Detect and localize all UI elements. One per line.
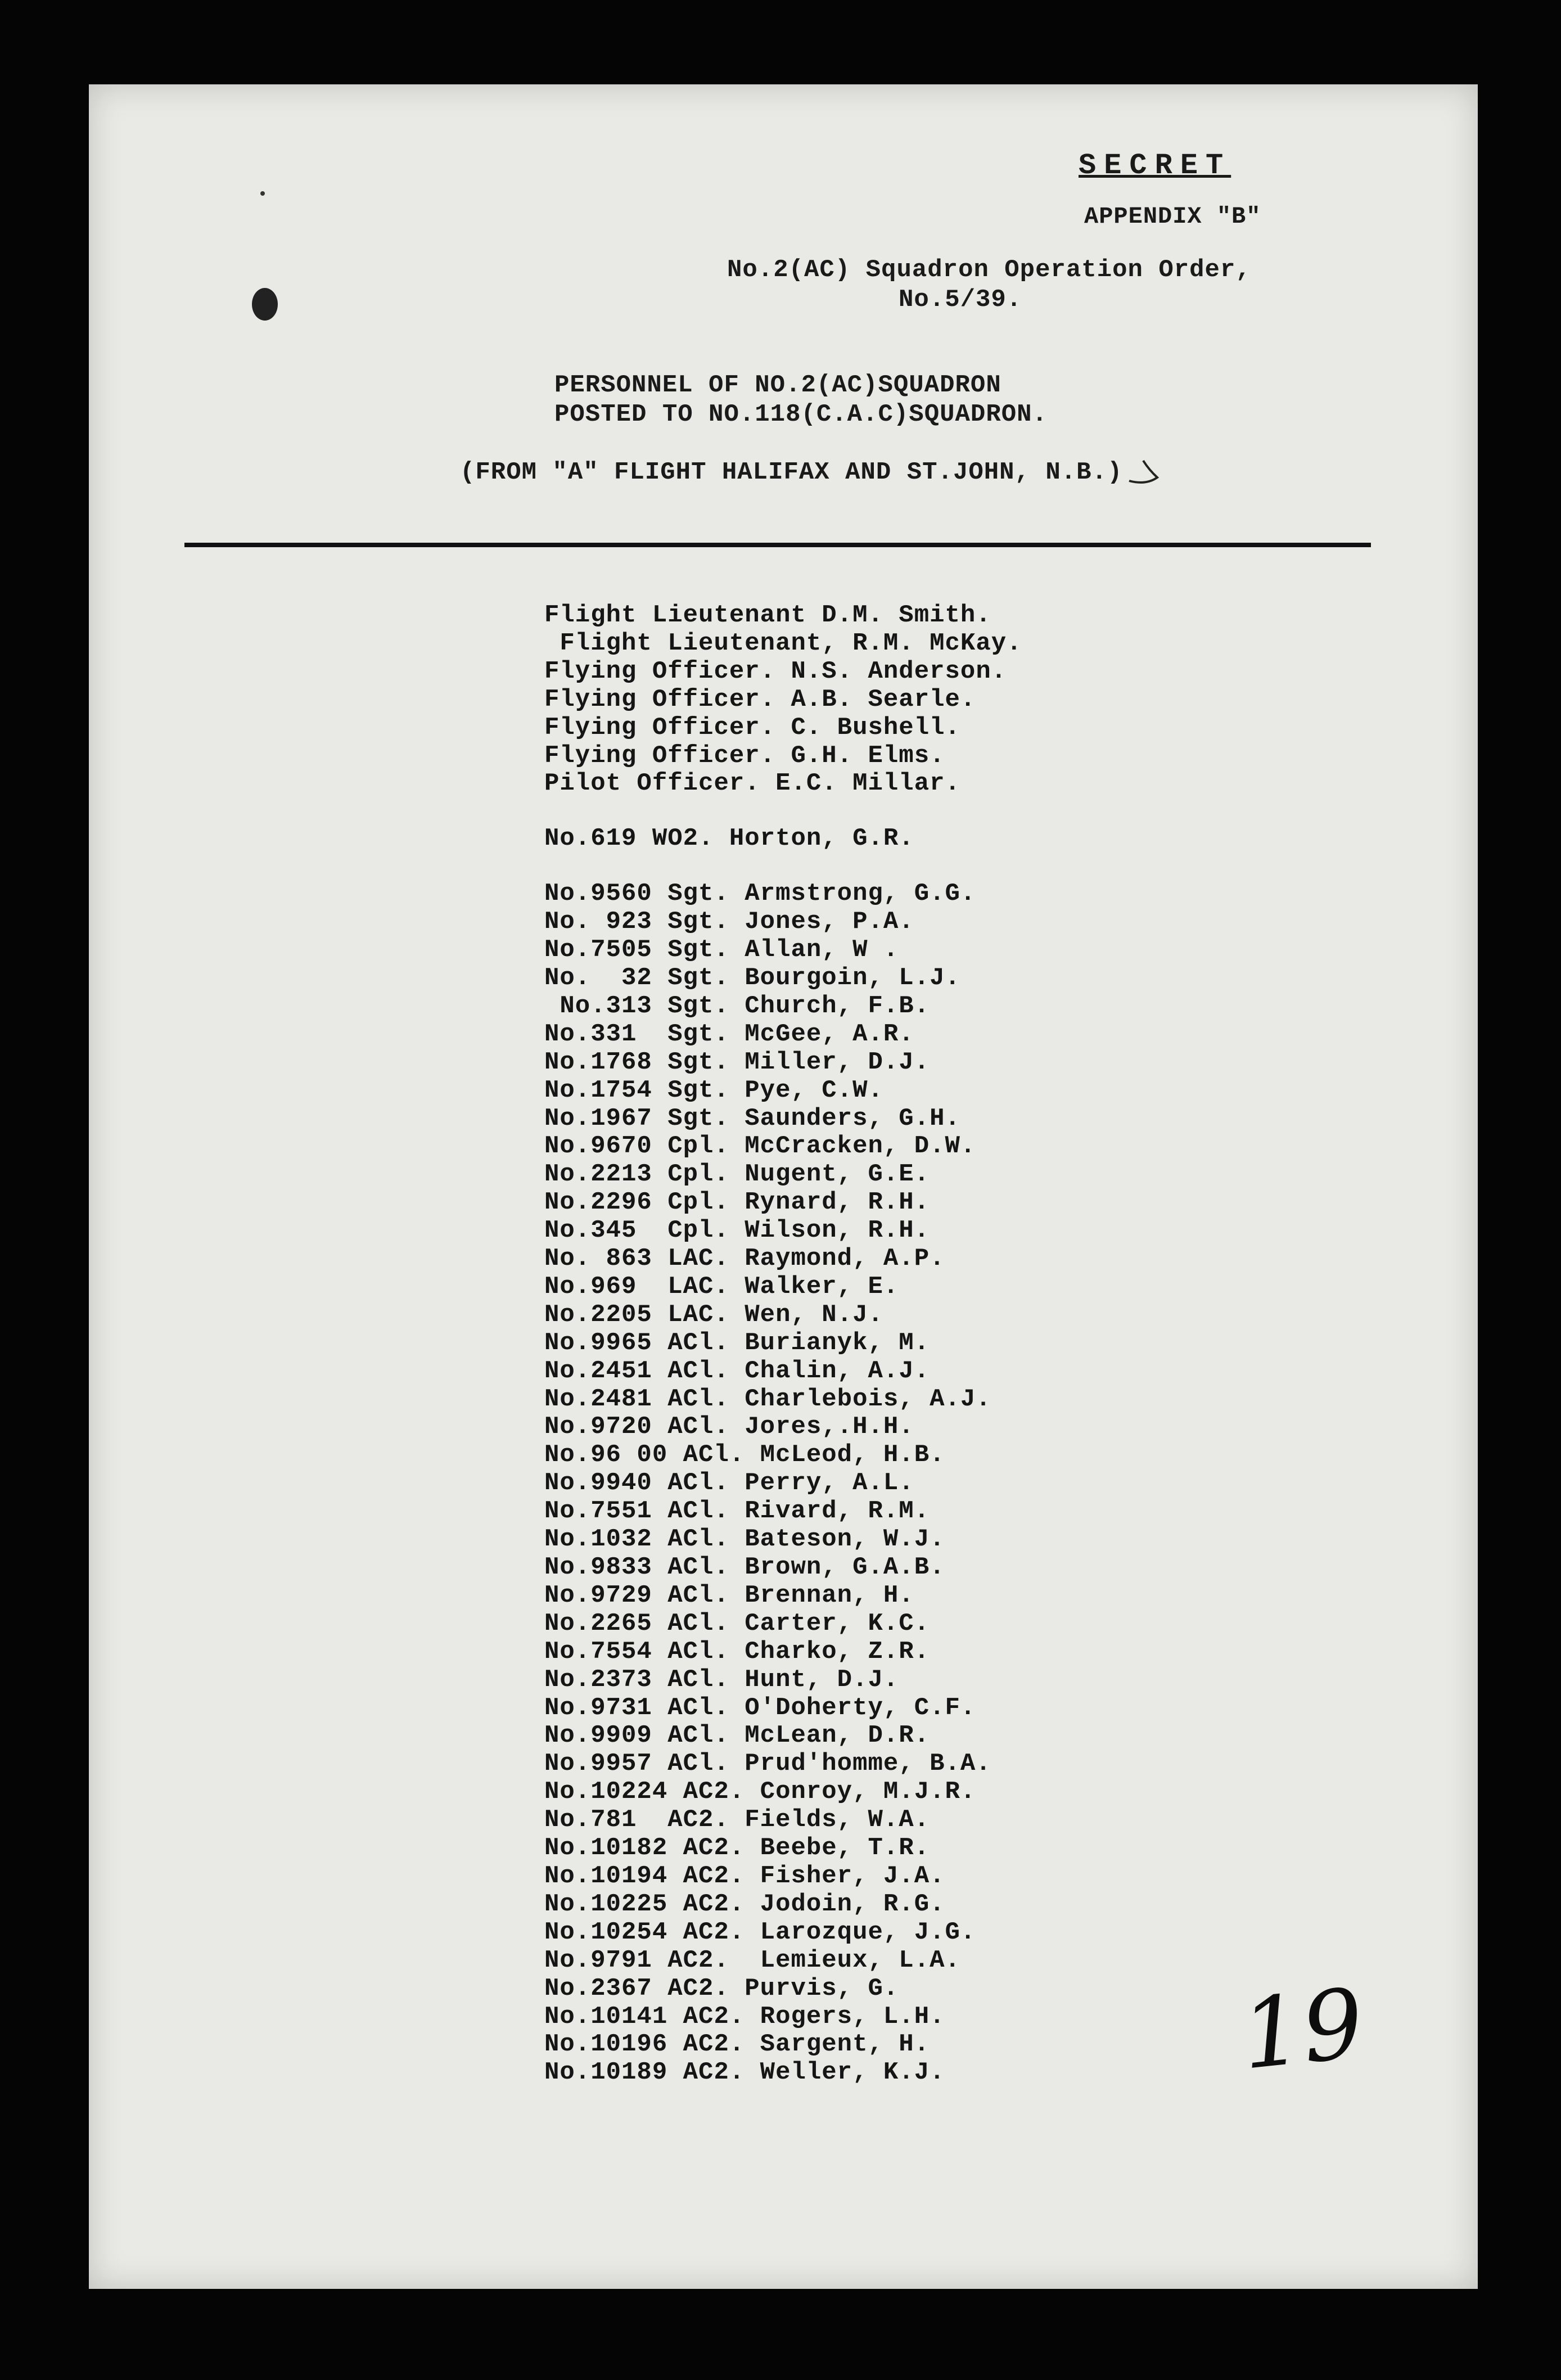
list-item: No.9670 Cpl. McCracken, D.W. xyxy=(544,1132,976,1161)
list-item: No.619 WO2. Horton, G.R. xyxy=(544,824,914,853)
list-item: No.7505 Sgt. Allan, W . xyxy=(544,936,899,964)
list-item: Pilot Officer. E.C. Millar. xyxy=(544,769,960,798)
list-item: No.9731 ACl. O'Doherty, C.F. xyxy=(544,1693,976,1722)
list-item: No.9833 ACl. Brown, G.A.B. xyxy=(544,1553,945,1581)
personnel-roster xyxy=(544,602,1022,2087)
list-item: No. 923 Sgt. Jones, P.A. xyxy=(544,908,914,936)
list-item: No.10225 AC2. Jodoin, R.G. xyxy=(544,1890,945,1918)
list-item: No.2205 LAC. Wen, N.J. xyxy=(544,1300,883,1329)
operation-order-line2: No.5/39. xyxy=(899,286,1022,314)
list-item: Flying Officer. A.B. Searle. xyxy=(544,685,976,714)
list-item: No.7551 ACl. Rivard, R.M. xyxy=(544,1497,930,1526)
list-item: No.2373 ACl. Hunt, D.J. xyxy=(544,1665,899,1694)
document-page xyxy=(89,84,1478,2289)
list-item: No.7554 ACl. Charko, Z.R. xyxy=(544,1637,930,1666)
list-item: No.2296 Cpl. Rynard, R.H. xyxy=(544,1188,930,1217)
list-item: No.10196 AC2. Sargent, H. xyxy=(544,2030,930,2059)
list-item: No.1032 ACl. Bateson, W.J. xyxy=(544,1525,945,1554)
title-line2: POSTED TO NO.118(C.A.C)SQUADRON. xyxy=(554,400,1048,429)
list-item: No.2265 ACl. Carter, K.C. xyxy=(544,1609,930,1638)
list-item: Flight Lieutenant, R.M. McKay. xyxy=(544,629,1022,657)
ink-dot xyxy=(260,191,265,196)
list-item: No.10141 AC2. Rogers, L.H. xyxy=(544,2002,945,2031)
list-item: No.781 AC2. Fields, W.A. xyxy=(544,1806,930,1834)
list-item: Flying Officer. C. Bushell. xyxy=(544,713,960,742)
list-item: No.10254 AC2. Larozque, J.G. xyxy=(544,1918,976,1946)
list-item: No.96 00 ACl. McLeod, H.B. xyxy=(544,1441,945,1470)
appendix-label: APPENDIX "B" xyxy=(1084,203,1261,230)
list-item: No.313 Sgt. Church, F.B. xyxy=(544,991,930,1020)
list-item: No.10194 AC2. Fisher, J.A. xyxy=(544,1861,945,1890)
list-item: No.2451 ACl. Chalin, A.J. xyxy=(544,1356,930,1385)
list-item: No.1967 Sgt. Saunders, G.H. xyxy=(544,1104,960,1133)
punch-hole xyxy=(252,288,278,321)
operation-order-line1: No.2(AC) Squadron Operation Order, xyxy=(727,256,1251,284)
list-item: No. 32 Sgt. Bourgoin, L.J. xyxy=(544,963,960,992)
list-item: No.9957 ACl. Prud'homme, B.A. xyxy=(544,1750,991,1778)
list-item: No.1754 Sgt. Pye, C.W. xyxy=(544,1076,883,1105)
title-from: (FROM "A" FLIGHT HALIFAX AND ST.JOHN, N.B.) xyxy=(460,458,1123,486)
list-item: No. 863 LAC. Raymond, A.P. xyxy=(544,1245,945,1273)
list-item: No.9720 ACl. Jores,.H.H. xyxy=(544,1413,914,1441)
list-item: No.2213 Cpl. Nugent, G.E. xyxy=(544,1160,930,1189)
list-item: No.9791 AC2. Lemieux, L.A. xyxy=(544,1946,960,1975)
list-item: No.969 LAC. Walker, E. xyxy=(544,1272,899,1301)
list-item: No.9965 ACl. Burianyk, M. xyxy=(544,1328,930,1357)
list-item: No.345 Cpl. Wilson, R.H. xyxy=(544,1216,930,1245)
list-item: No.10182 AC2. Beebe, T.R. xyxy=(544,1834,930,1863)
pencil-mark-icon xyxy=(1126,458,1160,486)
list-item: No.331 Sgt. McGee, A.R. xyxy=(544,1020,914,1048)
list-item: Flight Lieutenant D.M. Smith. xyxy=(544,601,991,629)
list-item: No.10224 AC2. Conroy, M.J.R. xyxy=(544,1778,976,1806)
list-item: Flying Officer. G.H. Elms. xyxy=(544,741,945,770)
list-item: No.2367 AC2. Purvis, G. xyxy=(544,1974,899,2003)
classification-label: SECRET xyxy=(1079,149,1231,182)
list-item: Flying Officer. N.S. Anderson. xyxy=(544,657,1007,686)
list-item: No.9909 ACl. McLean, D.R. xyxy=(544,1721,930,1750)
list-item: No.9729 ACl. Brennan, H. xyxy=(544,1581,914,1610)
list-item: No.10189 AC2. Weller, K.J. xyxy=(544,2058,945,2087)
horizontal-divider xyxy=(184,543,1371,547)
list-item: No.1768 Sgt. Miller, D.J. xyxy=(544,1048,930,1076)
list-item: No.9940 ACl. Perry, A.L. xyxy=(544,1469,914,1498)
title-line1: PERSONNEL OF NO.2(AC)SQUADRON xyxy=(554,371,1001,399)
page-number: 19 xyxy=(1236,1968,1369,2091)
list-item: No.2481 ACl. Charlebois, A.J. xyxy=(544,1385,991,1413)
list-item: No.9560 Sgt. Armstrong, G.G. xyxy=(544,880,976,908)
